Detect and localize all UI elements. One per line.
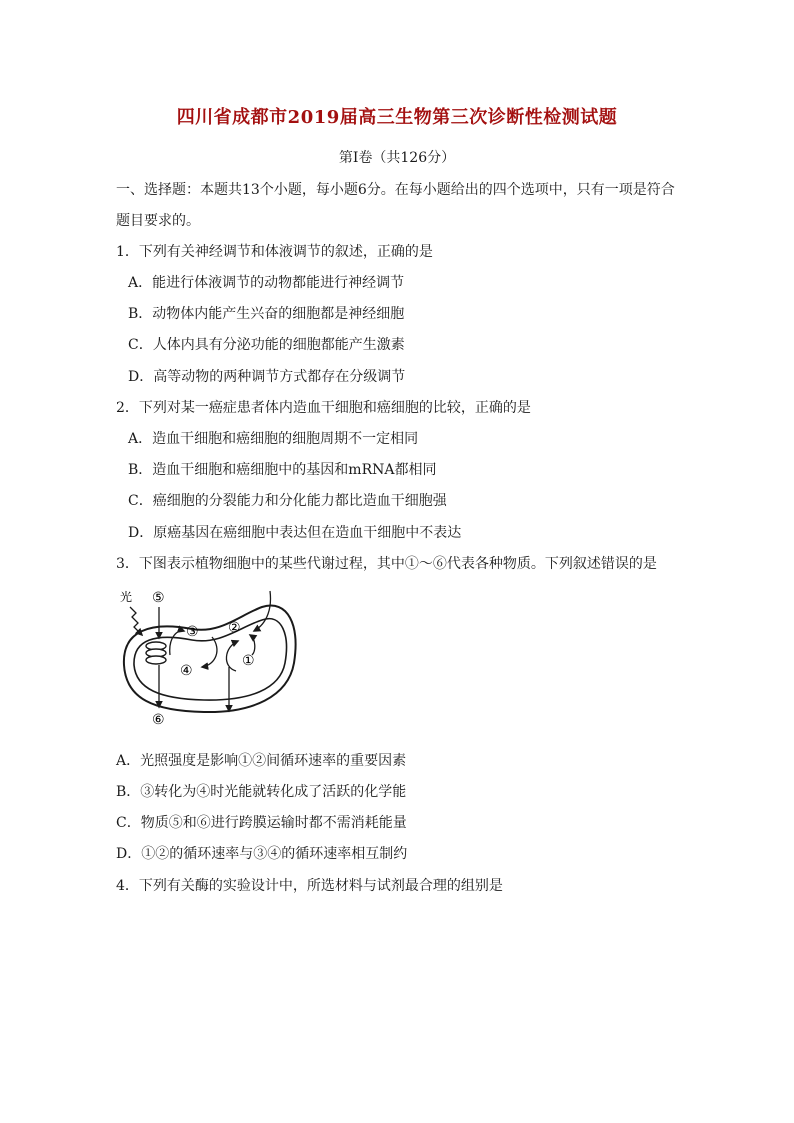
grana-stack-icon [146, 642, 166, 664]
arrow-1-to-2 [226, 641, 238, 671]
section-instructions-line-2: 题目要求的。 [116, 213, 200, 229]
section-instructions-line-1: 一、选择题：本题共13个小题，每小题6分。在每小题给出的四个选项中，只有一项是符合 [116, 182, 675, 198]
question-3-stem: 3．下图表示植物细胞中的某些代谢过程，其中①～⑥代表各种物质。下列叙述错误的是 [116, 556, 657, 572]
question-3-option-c: C．物质⑤和⑥进行跨膜运输时都不需消耗能量 [116, 815, 407, 831]
question-2-option-b: B．造血干细胞和癌细胞中的基因和mRNA都相同 [128, 462, 437, 478]
question-3-option-a: A．光照强度是影响①②间循环速率的重要因素 [116, 753, 407, 769]
question-3-option-b: B．③转化为④时光能就转化成了活跃的化学能 [116, 784, 407, 800]
question-2-option-d: D．原癌基因在癌细胞中表达但在造血干细胞中不表达 [128, 525, 462, 541]
question-2-option-c: C．癌细胞的分裂能力和分化能力都比造血干细胞强 [128, 493, 447, 509]
arrow-4-to-3 [170, 631, 184, 655]
document-title: 四川省成都市2019届高三生物第三次诊断性检测试题 [176, 107, 618, 128]
label-6: ⑥ [152, 712, 165, 728]
label-3: ③ [186, 624, 199, 640]
question-1-option-d: D．高等动物的两种调节方式都存在分级调节 [128, 369, 406, 385]
question-2-stem: 2．下列对某一癌症患者体内造血干细胞和癌细胞的比较，正确的是 [116, 400, 531, 416]
question-4-stem: 4．下列有关酶的实验设计中，所选材料与试剂最合理的组别是 [116, 878, 503, 894]
arrow-in-top-right [254, 591, 270, 631]
paper-section-heading: 第Ⅰ卷（共126分） [338, 150, 456, 166]
question-1-option-c: C．人体内具有分泌功能的细胞都能产生激素 [128, 337, 405, 353]
question-1-stem: 1．下列有关神经调节和体液调节的叙述，正确的是 [116, 244, 433, 260]
question-3-option-d: D．①②的循环速率与③④的循环速率相互制约 [116, 846, 408, 862]
label-1: ① [242, 653, 255, 669]
chloroplast-metabolism-diagram [112, 585, 302, 730]
question-1-option-a: A．能进行体液调节的动物都能进行神经调节 [128, 275, 405, 291]
label-5: ⑤ [152, 590, 165, 606]
question-2-option-a: A．造血干细胞和癌细胞的细胞周期不一定相同 [128, 431, 419, 447]
light-label: 光 [120, 590, 133, 604]
arrow-2-to-1 [250, 635, 255, 655]
label-2: ② [228, 620, 241, 636]
label-4: ④ [180, 663, 193, 679]
question-1-option-b: B．动物体内能产生兴奋的细胞都是神经细胞 [128, 306, 405, 322]
